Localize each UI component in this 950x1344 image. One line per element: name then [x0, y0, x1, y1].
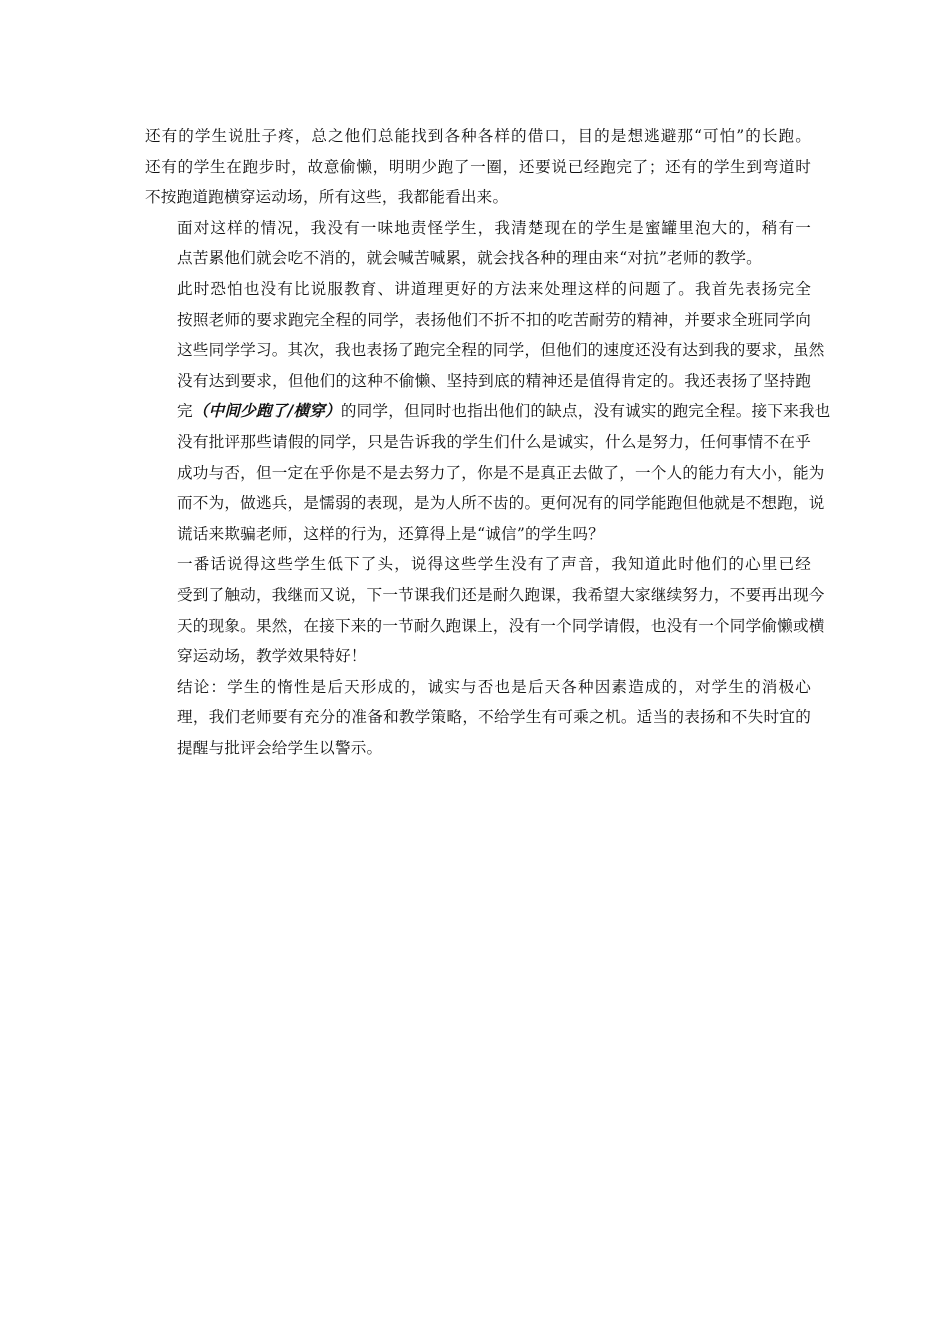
text-line: 还有的学生在跑步时，故意偷懒，明明少跑了一圈，还要说已经跑完了；还有的学生到弯道时 [145, 157, 811, 176]
text-line: 理，我们老师要有充分的准备和教学策略，不给学生有可乘之机。适当的表扬和不失时宜的 [177, 708, 811, 727]
text-line: 不按跑道跑横穿运动场，所有这些，我都能看出来。 [145, 188, 509, 207]
document-body [145, 121, 831, 763]
text-line: 成功与否，但一定在乎你是不是去努力了，你是不是真正去做了，一个人的能力有大小，能为 [177, 463, 825, 482]
text-line: 结论：学生的惰性是后天形成的，诚实与否也是后天各种因素造成的，对学生的消极心 [177, 677, 811, 696]
text-line: 受到了触动，我继而又说，下一节课我们还是耐久跑课，我希望大家继续努力，不要再出现今 [177, 585, 825, 604]
text-line: 提醒与批评会给学生以警示。 [177, 738, 383, 757]
text-run: 完 [177, 402, 193, 421]
text-line: 还有的学生说肚子疼，总之他们总能找到各种各样的借口，目的是想逃避那“可怕”的长跑。 [145, 127, 811, 145]
text-line: 没有批评那些请假的同学，只是告诉我的学生们什么是诚实，什么是努力，任何事情不在乎 [177, 432, 811, 451]
paragraph-education [145, 274, 831, 549]
text-line: 穿运动场，教学效果特好！ [177, 647, 367, 666]
paragraph-result [145, 549, 825, 671]
text-line: 按照老师的要求跑完全程的同学，表扬他们不折不扣的吃苦耐劳的精神，并要求全班同学向 [177, 310, 811, 329]
text-line: 这些同学学习。其次，我也表扬了跑完全程的同学，但他们的速度还没有达到我的要求，虽然 [177, 341, 825, 360]
text-line: 而不为，做逃兵，是懦弱的表现，是为人所不齿的。更何况有的同学能跑但他就是不想跑，说 [177, 494, 825, 513]
text-run: 的同学，但同时也指出他们的缺点，没有诚实的跑完全程。接下来我也 [340, 402, 831, 421]
text-line: 没有达到要求，但他们的这种不偷懒、坚持到底的精神还是值得肯定的。我还表扬了坚持跑 [177, 371, 811, 390]
text-line: 天的现象。果然，在接下来的一节耐久跑课上，没有一个同学请假，也没有一个同学偷懒或横 [177, 616, 825, 635]
paragraph-excuses [145, 121, 811, 213]
text-line: 谎话来欺骗老师，这样的行为，还算得上是“诚信”的学生吗？ [177, 524, 604, 543]
text-line: 面对这样的情况，我没有一味地责怪学生，我清楚现在的学生是蜜罐里泡大的，稍有一 [177, 218, 811, 237]
paragraph-conclusion [145, 672, 811, 764]
text-line: 一番话说得这些学生低下了头，说得这些学生没有了声音，我知道此时他们的心里已经 [177, 555, 811, 574]
text-line-mixed [145, 396, 831, 427]
paragraph-situation [145, 213, 811, 274]
text-line: 点苦累他们就会吃不消的，就会喊苦喊累，就会找各种的理由来“对抗”老师的教学。 [177, 249, 762, 268]
emphasis-text: （中间少跑了/横穿） [192, 401, 341, 421]
text-line: 此时恐怕也没有比说服教育、讲道理更好的方法来处理这样的问题了。我首先表扬完全 [177, 279, 811, 298]
